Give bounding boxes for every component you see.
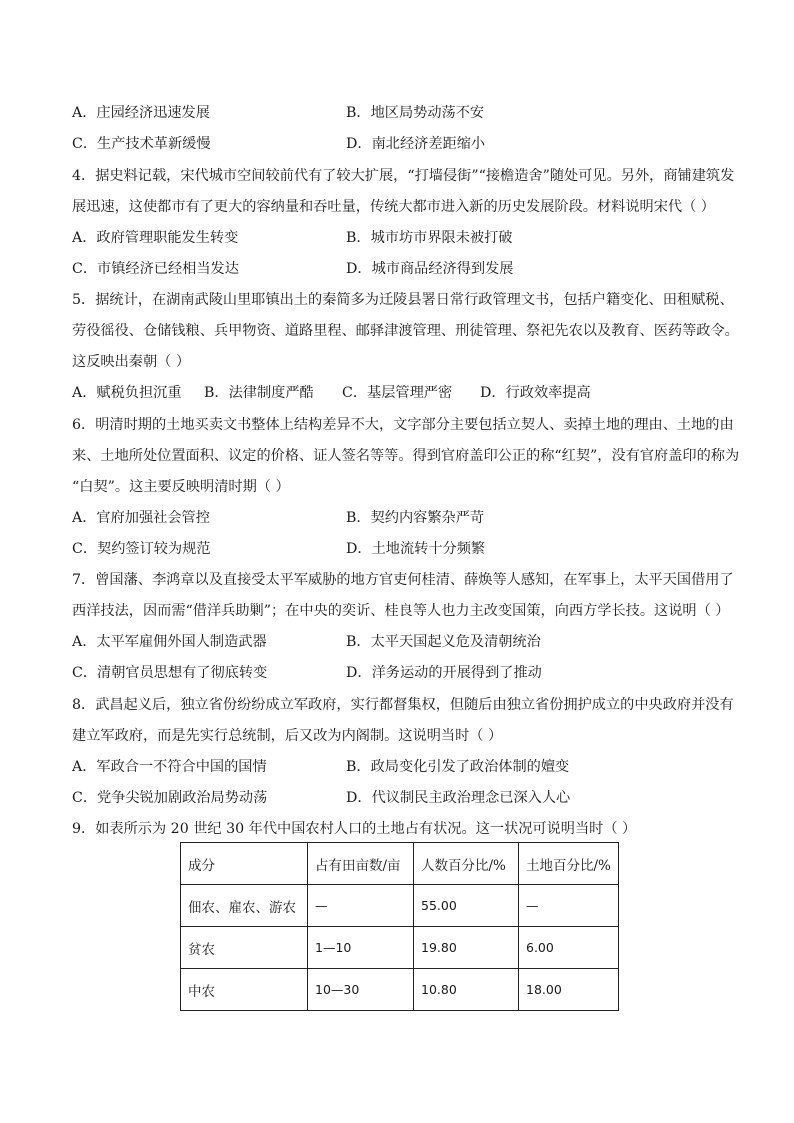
q4-option-c: C．市镇经济已经相当发达 bbox=[72, 261, 239, 277]
q7-option-c: C．清朝官员思想有了彻底转变 bbox=[72, 665, 268, 681]
q7-stem-line-2: 西洋技法，因而需“借洋兵助剿”；在中央的奕䜣、桂良等人也力主改变国策，向西方学长技。这说明（ ） bbox=[72, 603, 730, 619]
q5-stem-line-3: 这反映出秦朝（ ） bbox=[72, 354, 191, 370]
table-header-cell: 土地百分比/% bbox=[519, 843, 619, 885]
table-cell: 10—30 bbox=[308, 969, 414, 1011]
q8-option-d: D．代议制民主政治理念已深入人心 bbox=[346, 790, 571, 806]
q3-option-a: A．庄园经济迅速发展 bbox=[72, 105, 210, 121]
q5-option-d: D．行政效率提高 bbox=[480, 385, 591, 401]
q6-option-b: B．契约内容繁杂严苛 bbox=[346, 510, 485, 526]
table-header-cell: 占有田亩数/亩 bbox=[308, 843, 414, 885]
land-ownership-table bbox=[180, 842, 619, 1011]
table-header-row bbox=[181, 843, 619, 885]
q5-option-b: B．法律制度严酷 bbox=[204, 385, 314, 401]
q6-option-a: A．官府加强社会管控 bbox=[72, 510, 210, 526]
q5-option-a: A．赋税负担沉重 bbox=[72, 385, 182, 401]
q5-options-row bbox=[72, 383, 591, 403]
q8-option-b: B．政局变化引发了政治体制的嬗变 bbox=[346, 759, 570, 775]
q7-option-b: B．太平天国起义危及清朝统治 bbox=[346, 634, 541, 650]
q4-stem-line-1: 4．据史料记载，宋代城市空间较前代有了较大扩展，“打墙侵街”“接檐造舍”随处可见。另外，商铺建筑发 bbox=[72, 168, 735, 184]
q3-option-d: D．南北经济差距缩小 bbox=[346, 136, 486, 152]
q3-option-c: C．生产技术革新缓慢 bbox=[72, 136, 211, 152]
table-cell: 55.00 bbox=[414, 885, 519, 927]
q8-stem-line-1: 8．武昌起义后，独立省份纷纷成立军政府，实行都督集权，但随后由独立省份拥护成立的中央政府并没有 bbox=[72, 697, 734, 713]
q5-option-c: C．基层管理严密 bbox=[342, 385, 453, 401]
table-row bbox=[181, 969, 619, 1011]
q6-stem-line-3: “白契”。这主要反映明清时期（ ） bbox=[72, 479, 290, 495]
q6-option-c: C．契约签订较为规范 bbox=[72, 541, 211, 557]
table-cell: 18.00 bbox=[519, 969, 619, 1011]
q5-stem-line-2: 劳役徭役、仓储钱粮、兵甲物资、道路里程、邮驿津渡管理、刑徒管理、祭祀先农以及教育、医药等政令。 bbox=[72, 323, 739, 339]
q6-option-d: D．土地流转十分频繁 bbox=[346, 541, 486, 557]
table-header-cell: 成分 bbox=[181, 843, 308, 885]
q8-option-a: A．军政合一不符合中国的国情 bbox=[72, 759, 267, 775]
table-cell: 中农 bbox=[181, 969, 308, 1011]
table-cell: 1—10 bbox=[308, 927, 414, 969]
table-cell: 19.80 bbox=[414, 927, 519, 969]
q4-option-d: D．城市商品经济得到发展 bbox=[346, 261, 514, 277]
q7-stem-line-1: 7．曾国藩、李鸿章以及直接受太平军威胁的地方官吏何桂清、薛焕等人感知，在军事上，太平天国借用了 bbox=[72, 572, 734, 588]
table-row bbox=[181, 885, 619, 927]
q8-option-c: C．党争尖锐加剧政治局势动荡 bbox=[72, 790, 268, 806]
q9-stem: 9．如表所示为 20 世纪 30 年代中国农村人口的土地占有状况。这一状况可说明当时（ ） bbox=[72, 821, 637, 837]
q3-option-b: B．地区局势动荡不安 bbox=[346, 105, 485, 121]
q7-option-a: A．太平军雇佣外国人制造武器 bbox=[72, 634, 267, 650]
q5-stem-line-1: 5．据统计，在湖南武陵山里耶镇出土的秦简多为迁陵县署日常行政管理文书，包括户籍变化、田租赋税、 bbox=[72, 292, 734, 308]
table-header-cell: 人数百分比/% bbox=[414, 843, 519, 885]
table-cell: 6.00 bbox=[519, 927, 619, 969]
q4-stem-line-2: 展迅速，这使都市有了更大的容纳量和吞吐量，传统大都市进入新的历史发展阶段。材料说明宋代（ ） bbox=[72, 199, 715, 215]
table-cell: — bbox=[519, 885, 619, 927]
q4-option-a: A．政府管理职能发生转变 bbox=[72, 230, 239, 246]
q7-option-d: D．洋务运动的开展得到了推动 bbox=[346, 665, 542, 681]
q8-stem-line-2: 建立军政府，而是先实行总统制，后又改为内阁制。这说明当时（ ） bbox=[72, 728, 503, 744]
q4-option-b: B．城市坊市界限未被打破 bbox=[346, 230, 513, 246]
table-cell: 10.80 bbox=[414, 969, 519, 1011]
table-cell: 佃农、雇农、游农 bbox=[181, 885, 308, 927]
q6-stem-line-1: 6．明清时期的土地买卖文书整体上结构差异不大，文字部分主要包括立契人、卖掉土地的理由、土地的由 bbox=[72, 417, 734, 433]
table-row bbox=[181, 927, 619, 969]
table-cell: — bbox=[308, 885, 414, 927]
q6-stem-line-2: 来、土地所处位置面积、议定的价格、证人签名等等。得到官府盖印公正的称“红契”，没有官府盖印的称为 bbox=[72, 448, 740, 464]
table-cell: 贫农 bbox=[181, 927, 308, 969]
